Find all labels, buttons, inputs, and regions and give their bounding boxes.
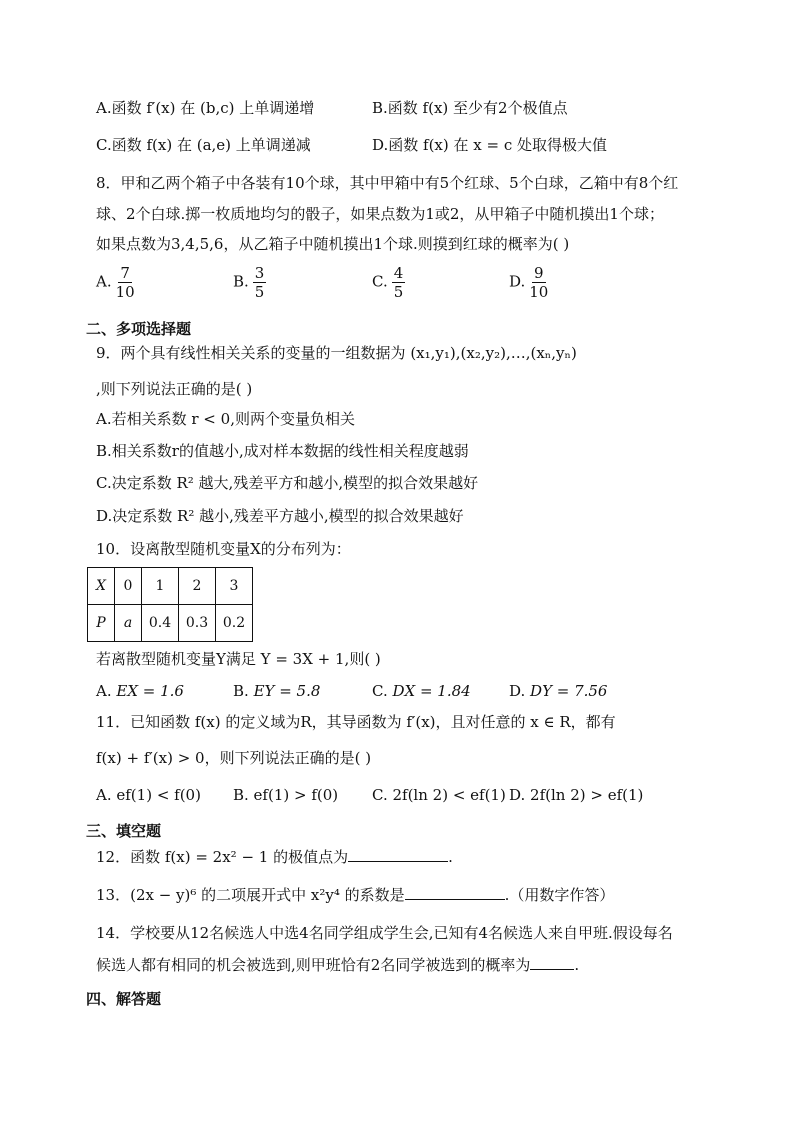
table-cell: a (115, 605, 142, 642)
denominator: 5 (393, 283, 404, 301)
q8-stem-line3: 如果点数为3,4,5,6，从乙箱子中随机摸出1个球.则摸到红球的概率为( ) (96, 235, 570, 253)
q12-text: 12．函数 f(x) = 2x² − 1 的极值点为 (96, 848, 349, 866)
option-formula: EY = 5.8 (253, 682, 321, 700)
table-cell: 3 (216, 568, 253, 605)
q8-option-d (509, 264, 548, 301)
table-cell: 1 (142, 568, 179, 605)
q12-tail: . (448, 848, 453, 866)
answer-blank[interactable] (405, 885, 505, 900)
q8-option-a (96, 264, 135, 301)
q12 (96, 846, 453, 868)
q8-stem-line2: 球、2个白球.掷一枚质地均匀的骰子，如果点数为1或2，从甲箱子中随机摸出1个球； (96, 205, 664, 223)
q10-option-a (96, 680, 184, 702)
table-cell: P (88, 605, 115, 642)
q9-stem-line1: 9．两个具有线性相关关系的变量的一组数据为 (x₁,y₁),(x₂,y₂),…,(xₙ,yₙ) (96, 344, 577, 362)
denominator: 10 (115, 283, 135, 301)
table-cell: 2 (179, 568, 216, 605)
option-label: D. (509, 682, 526, 700)
q14-line2 (96, 954, 579, 976)
q14-line1: 14．学校要从12名候选人中选4名同学组成学生会,已知有4名候选人来自甲班.假设每名 (96, 924, 673, 942)
q14-text: 候选人都有相同的机会被选到,则甲班恰有2名同学被选到的概率为 (96, 956, 531, 974)
q7-option-b: B.函数 f(x) 至少有2个极值点 (372, 99, 568, 117)
answer-blank[interactable] (530, 955, 574, 970)
option-label: C. (372, 272, 388, 291)
option-formula: EX = 1.6 (116, 682, 184, 700)
table-cell: 0.3 (179, 605, 216, 642)
numerator: 9 (534, 264, 544, 282)
q13 (96, 884, 614, 906)
q10-option-b (233, 680, 320, 702)
q9-stem-line2: ,则下列说法正确的是( ) (96, 380, 253, 398)
q11-option-c: C. 2f(ln 2) < ef(1) (372, 786, 506, 804)
table-row (88, 605, 253, 642)
q9-option-a: A.若相关系数 r < 0,则两个变量负相关 (96, 410, 355, 428)
numerator: 7 (120, 264, 130, 282)
q9-option-c: C.决定系数 R² 越大,残差平方和越小,模型的拟合效果越好 (96, 474, 479, 492)
q8-option-b (233, 264, 266, 301)
section-heading-fill-in: 三、填空题 (86, 822, 162, 840)
section-heading-solution: 四、解答题 (86, 990, 162, 1008)
numerator: 3 (254, 264, 265, 282)
q11-stem-line1: 11．已知函数 f(x) 的定义域为R，其导函数为 f′(x)，且对任意的 x ∈ R，都有 (96, 713, 616, 731)
q10-condition: 若离散型随机变量Y满足 Y = 3X + 1,则( ) (96, 650, 381, 668)
q11-option-b: B. ef(1) > f(0) (233, 786, 339, 804)
option-formula: DY = 7.56 (530, 682, 608, 700)
fraction (392, 264, 406, 301)
q7-option-c: C.函数 f(x) 在 (a,e) 上单调递减 (96, 136, 311, 154)
fraction (253, 264, 267, 301)
option-label: A. (96, 272, 112, 291)
q7-option-a: A.函数 f′(x) 在 (b,c) 上单调递增 (96, 99, 315, 117)
q10-stem: 10．设离散型随机变量X的分布列为： (96, 540, 351, 558)
q10-option-c (372, 680, 471, 702)
option-label: B. (233, 682, 249, 700)
section-heading-multiple-choice: 二、多项选择题 (86, 320, 192, 338)
denominator: 10 (529, 283, 549, 301)
fraction (116, 264, 135, 301)
option-label: D. (509, 272, 526, 291)
q13-text: 13．(2x − y)⁶ 的二项展开式中 x²y⁴ 的系数是 (96, 886, 405, 904)
denominator: 5 (254, 283, 265, 301)
table-cell: 0.4 (142, 605, 179, 642)
answer-blank[interactable] (348, 847, 448, 862)
numerator: 4 (393, 264, 404, 282)
option-label: C. (372, 682, 388, 700)
q13-tail: .（用数字作答） (504, 886, 615, 904)
q11-option-a: A. ef(1) < f(0) (96, 786, 201, 804)
table-row (88, 568, 253, 605)
q7-option-d: D.函数 f(x) 在 x = c 处取得极大值 (372, 136, 608, 154)
q10-option-d (509, 680, 607, 702)
q11-option-d: D. 2f(ln 2) > ef(1) (509, 786, 644, 804)
table-cell: X (88, 568, 115, 605)
option-label: A. (96, 682, 112, 700)
distribution-table (87, 567, 253, 642)
table-cell: 0 (115, 568, 142, 605)
q14-tail: . (574, 956, 580, 974)
q9-option-d: D.决定系数 R² 越小,残差平方越小,模型的拟合效果越好 (96, 507, 464, 525)
q8-stem-line1: 8．甲和乙两个箱子中各装有10个球，其中甲箱中有5个红球、5个白球，乙箱中有8个红 (96, 174, 679, 192)
table-cell: 0.2 (216, 605, 253, 642)
option-formula: DX = 1.84 (392, 682, 471, 700)
fraction (529, 264, 548, 301)
q9-option-b: B.相关系数r的值越小,成对样本数据的线性相关程度越弱 (96, 442, 469, 460)
q8-option-c (372, 264, 405, 301)
option-label: B. (233, 272, 249, 291)
q11-stem-line2: f(x) + f′(x) > 0，则下列说法正确的是( ) (96, 749, 372, 767)
